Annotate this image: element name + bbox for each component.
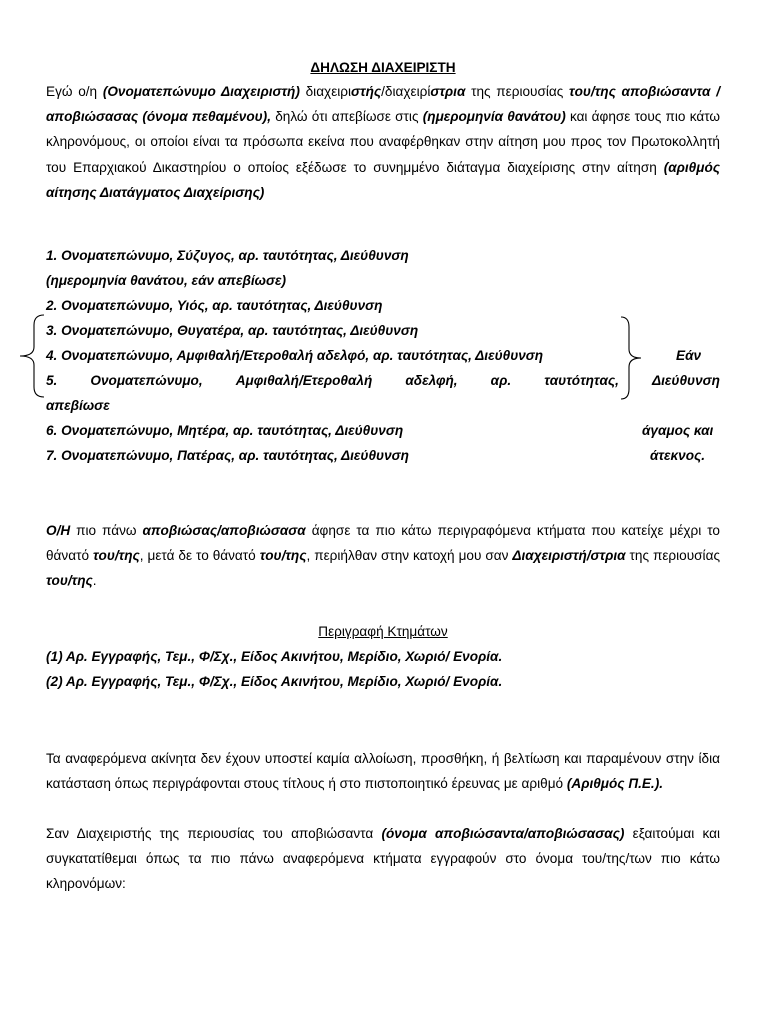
intro-death-date: (ημερομηνία θανάτου) <box>422 109 566 125</box>
left-brace <box>16 311 46 401</box>
intro-application-number: (αριθμός αίτησης Διατάγματος Διαχείρισης) <box>46 159 720 200</box>
intro-text-1: Εγώ ο/η <box>46 84 103 99</box>
heir-5: 5. Ονοματεπώνυμο, Αμφιθαλή/Ετεροθαλή αδελφή, αρ. ταυτότητας, Διεύθυνση <box>46 373 720 389</box>
intro-text-4: της περιουσίας <box>465 84 570 99</box>
sibling-note-if: Εάν <box>676 348 702 364</box>
heir-7: 7. Ονοματεπώνυμο, Πατέρας, αρ. ταυτότητας, Διεύθυνση <box>46 448 409 464</box>
heir-3: 3. Ονοματεπώνυμο, Θυγατέρα, αρ. ταυτότητας, Διεύθυνση <box>46 323 419 339</box>
heir-5-continued: απεβίωσε <box>46 398 110 414</box>
properties-title: Περιγραφή Κτημάτων <box>318 623 448 639</box>
intro-text-6: και άφησε τους πιο κάτω κληρονόμους, οι οποίοι είναι τα πρόσωπα εκείνα που αναφέρθηκαν στην αίτηση μου προς τον Πρωτοκολλητή του Επαρχιακού Δικαστηρίου ο οποίος εξέδωσε το συνημμένο διάταγμα διαχείρισης στην αίτηση <box>46 109 720 175</box>
document-page <box>46 58 720 897</box>
intro-administrator-name: (Ονοματεπώνυμο Διαχειριστή) <box>102 84 300 99</box>
property-paragraph: Ο/Η πιο πάνω αποβιώσας/αποβιώσασα άφησε τα πιο κάτω περιγραφόμενα κτήματα που κατείχε μέχρι το θάνατό του/της, μετά δε το θάνατό του/της, περιήλθαν στην κατοχή μου σαν Διαχειριστή/στρια της περιουσίας του/της. <box>46 523 720 589</box>
heir-1: 1. Ονοματεπώνυμο, Σύζυγος, αρ. ταυτότητας, Διεύθυνση <box>46 248 409 264</box>
search-certificate-number: (Αριθμός Π.Ε.). <box>566 775 664 791</box>
property-2: (2) Αρ. Εγγραφής, Τεμ., Φ/Σχ., Είδος Ακινήτου, Μερίδιο, Χωριό/ Ενορία. <box>46 673 503 689</box>
intro-text-3: /διαχειρί <box>381 84 431 99</box>
heirs-list <box>46 243 720 468</box>
intro-suffix-male: στής <box>351 84 382 99</box>
deceased-name-placeholder: (όνομα αποβιώσαντα/αποβιώσασας) <box>381 826 625 842</box>
heir-6: 6. Ονοματεπώνυμο, Μητέρα, αρ. ταυτότητας, Διεύθυνση <box>46 423 404 439</box>
intro-paragraph <box>46 79 720 205</box>
sibling-note-unmarried: άγαμος και <box>642 423 714 439</box>
heir-1-note: (ημερομηνία θανάτου, εάν απεβίωσε) <box>46 273 287 289</box>
intro-deceased-name: του/της αποβιώσαντα / αποβιώσασας (όνομα πεθαμένου), <box>46 84 720 125</box>
right-brace <box>619 313 643 403</box>
condition-paragraph: Τα αναφερόμενα ακίνητα δεν έχουν υποστεί καμία αλλοίωση, προσθήκη, ή βελτίωση και παραμένουν στην ίδια κατάσταση όπως περιγράφονται στους τίτλους ή στο πιστοποιητικό έρευνας με αριθμό (Αριθμός Π.Ε.). <box>46 750 720 791</box>
document-title: ΔΗΛΩΣΗ ΔΙΑΧΕΙΡΙΣΤΗ <box>310 60 456 75</box>
property-1: (1) Αρ. Εγγραφής, Τεμ., Φ/Σχ., Είδος Ακινήτου, Μερίδιο, Χωριό/ Ενορία. <box>46 648 503 664</box>
intro-text-2: διαχειρι <box>299 84 352 99</box>
sibling-note-childless: άτεκνος. <box>650 448 706 464</box>
intro-suffix-female: στρια <box>430 84 466 99</box>
heir-2: 2. Ονοματεπώνυμο, Υιός, αρ. ταυτότητας, Διεύθυνση <box>46 298 383 314</box>
intro-text-5: δηλώ ότι απεβίωσε στις <box>270 109 423 125</box>
registration-paragraph: Σαν Διαχειριστής της περιουσίας του αποβιώσαντα (όνομα αποβιώσαντα/αποβιώσασας) εξαιτούμαι και συγκατατίθεμαι όπως τα πιο πάνω αναφερόμενα κτήματα εγγραφούν στο όνομα του/της/των πιο κάτω κληρονόμων: <box>46 826 720 892</box>
heir-4: 4. Ονοματεπώνυμο, Αμφιθαλή/Ετεροθαλή αδελφό, αρ. ταυτότητας, Διεύθυνση <box>46 348 544 364</box>
